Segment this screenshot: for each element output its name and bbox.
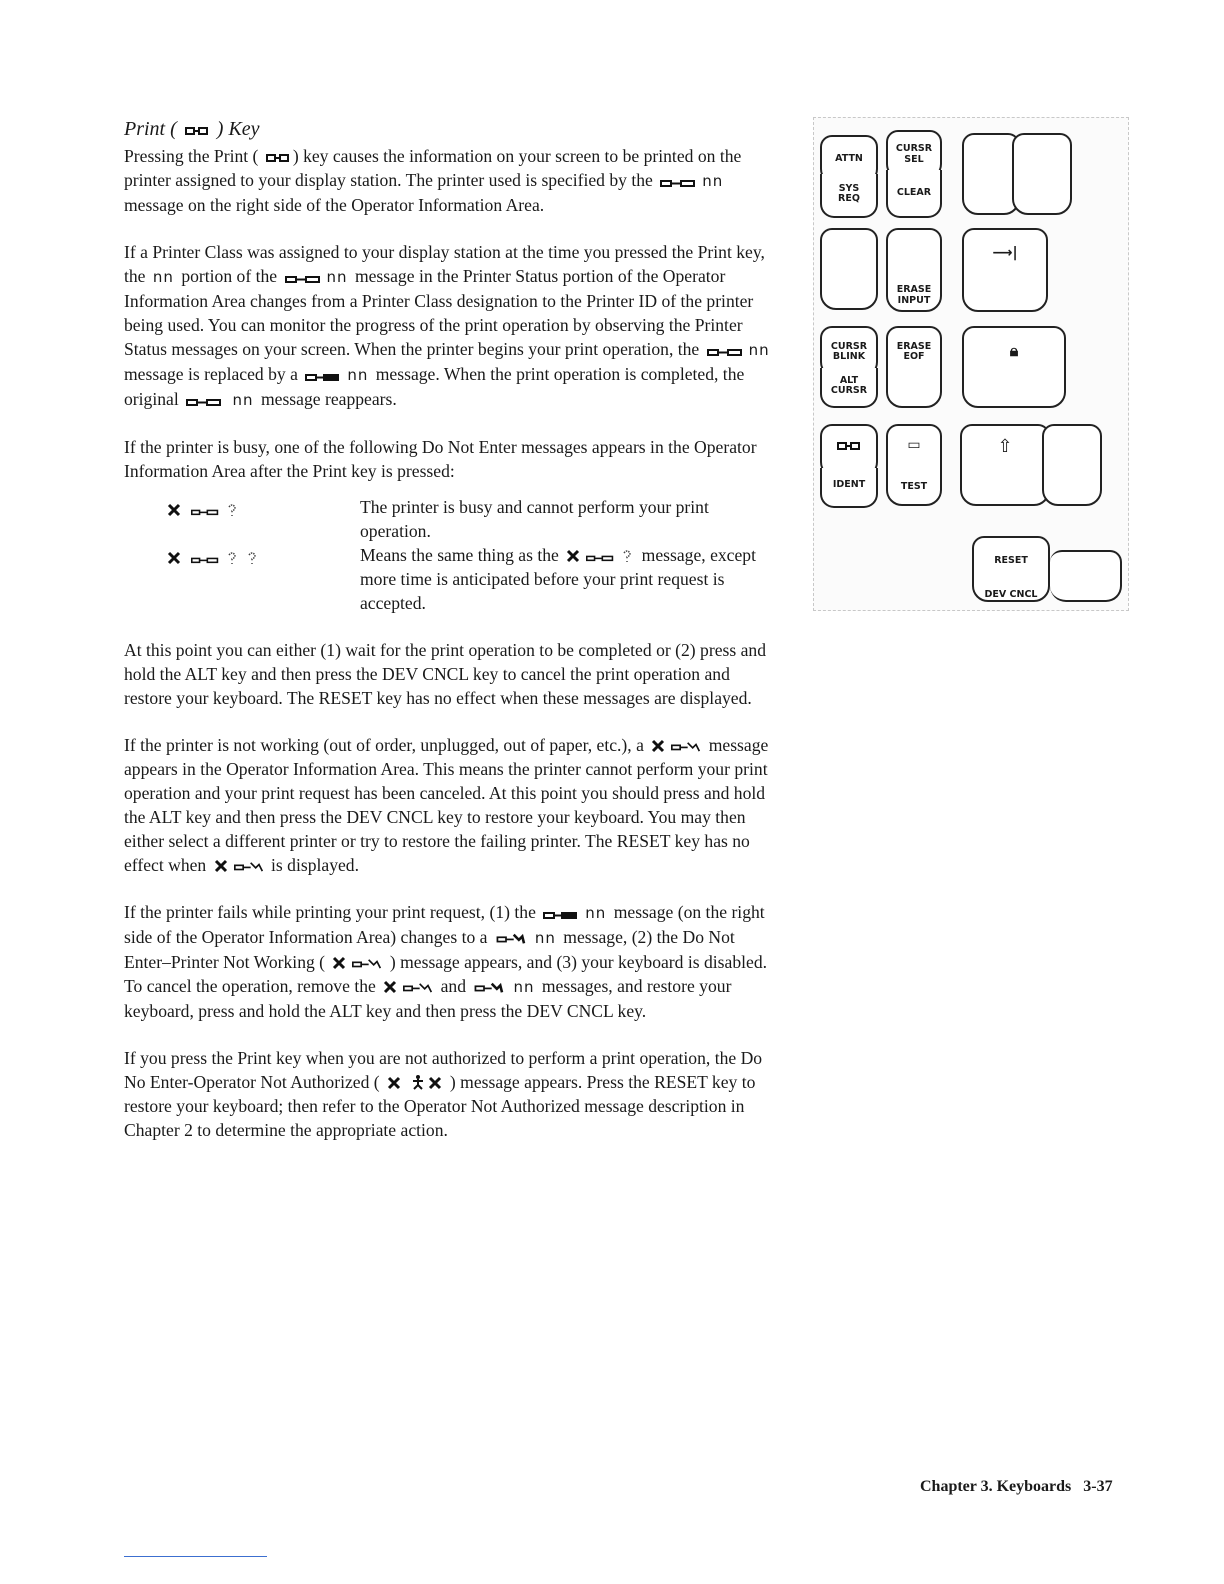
operator-icon (411, 1074, 425, 1090)
paragraph-2 (124, 240, 774, 412)
do-not-enter-icon (167, 503, 181, 517)
p1-b: ) key causes the information on your screen to be printed on the printer assigned to your display station. The printer used is specified by the (124, 146, 742, 190)
printer-printing-icon (305, 372, 341, 382)
heading-pre: Print ( (124, 118, 177, 140)
nn-label: nn (326, 268, 348, 286)
nn-label: nn (748, 341, 770, 359)
key-label: EOF (903, 351, 925, 362)
reset-key[interactable] (972, 536, 1050, 602)
printer-assigned-icon (186, 397, 222, 407)
message-row (164, 543, 774, 615)
p5-a: If the printer is not working (out of order, unplugged, out of paper, etc.), a (124, 735, 644, 755)
printer-not-working-icon (403, 982, 433, 994)
heading-post: ) Key (216, 118, 260, 140)
key-label: ATTN (835, 153, 863, 164)
lock-icon: 🔒︎ (1009, 341, 1019, 360)
p2-c: message in the Printer Status portion of the Operator Information Area changes from a Printer Class designation to the Printer ID of the printer being used. You can monitor the progress of the print operation by observing the Printer Status messages on your screen. When the printer begins your print operation, the (124, 266, 754, 359)
nn-label: nn (152, 268, 174, 286)
shift-icon: ⇧ (997, 436, 1013, 457)
do-not-enter-icon (167, 551, 181, 565)
question-icon (225, 551, 239, 565)
section-heading (124, 116, 774, 142)
message-description: The printer is busy and cannot perform your print operation. (360, 497, 709, 541)
key-label: SYS (838, 183, 860, 194)
paragraph-6 (124, 900, 774, 1023)
erase-input-key[interactable] (886, 228, 942, 312)
p2-d: message is replaced by a (124, 364, 298, 384)
footer-page-number: 3-37 (1083, 1478, 1113, 1495)
erase-eof-key[interactable] (886, 326, 942, 408)
printer-failed-icon (495, 933, 529, 945)
key-label: CURSR (895, 143, 933, 154)
key-label: INPUT (897, 295, 931, 306)
footer-rule (124, 1556, 267, 1557)
printer-assigned-icon (660, 178, 696, 188)
main-text (124, 116, 774, 1142)
paragraph-7 (124, 1046, 774, 1142)
do-not-enter-icon (428, 1076, 442, 1090)
printer-printing-icon (543, 910, 579, 920)
dev-cncl-key[interactable] (1050, 550, 1122, 602)
printer-link-icon (191, 555, 219, 565)
key-label: CURSR (830, 341, 868, 352)
question-icon (620, 549, 634, 563)
field-advance-icon: ⟶| (992, 245, 1018, 261)
key-label: REQ (838, 193, 860, 204)
p2-f: message reappears. (260, 389, 397, 409)
key-label: CLEAR (896, 187, 932, 198)
do-not-enter-icon (332, 956, 346, 970)
do-not-enter-icon (387, 1076, 401, 1090)
lock-key[interactable] (962, 326, 1066, 408)
alt-cursr-key[interactable] (820, 368, 878, 408)
paragraph-1 (124, 144, 774, 217)
p6-c: message, (2) the Do Not Enter–Printer Not Working ( (124, 927, 735, 972)
key-label: CURSR (830, 385, 868, 396)
p6-b: message (on the right side of the Operator Information Area) changes to a (124, 902, 765, 947)
p6-f: messages, and restore your keyboard, press and hold the ALT key and then press the DEV CNCL key. (124, 976, 732, 1021)
ident-key[interactable] (820, 468, 878, 508)
printer-assigned-icon (285, 274, 321, 284)
key-label: BLINK (832, 351, 866, 362)
printer-not-working-icon (352, 958, 382, 970)
do-not-enter-icon (566, 549, 580, 563)
nn-label: nn (585, 904, 607, 922)
p6-e: and (440, 976, 467, 996)
printer-link-icon (191, 507, 219, 517)
blank-key[interactable] (1042, 424, 1102, 506)
print-key-icon (185, 125, 209, 137)
page-footer (920, 1478, 1125, 1496)
shift-key[interactable] (960, 424, 1050, 506)
p7-b: ) message appears. Press the RESET key to restore your keyboard; then refer to the Operator Not Authorized message description in Chapter 2 to determine the appropriate action. (124, 1072, 756, 1140)
printer-assigned-icon (707, 347, 743, 357)
p1-a: Pressing the Print ( (124, 146, 259, 166)
p5-c: is displayed. (271, 855, 360, 875)
p1-c: message on the right side of the Operator Information Area. (124, 195, 545, 215)
printer-busy-symbol (164, 495, 360, 543)
printer-not-working-icon (671, 741, 701, 753)
p2-e: message. When the print operation is completed, the original (124, 364, 745, 409)
p5-b: message appears in the Operator Information Area. This means the printer cannot perform your print operation and your print request has been canceled. At this point you should press and hold the ALT key and then press the DEV CNCL key to restore your keyboard. You may then either select a different printer or try to restore the failing printer. The RESET key has no effect when (124, 735, 769, 875)
message-description (360, 543, 760, 615)
printer-not-working-icon (234, 861, 264, 873)
keyboard-illustration (813, 117, 1129, 611)
test-key[interactable] (886, 424, 942, 506)
message-row (164, 495, 774, 543)
sys-req-key[interactable] (820, 174, 878, 218)
blank-key[interactable] (820, 228, 878, 310)
nn-label: nn (232, 391, 254, 409)
paragraph-4: At this point you can either (1) wait for the print operation to be completed or (2) press and hold the ALT key and then press the DEV CNCL key to cancel the print operation and restore your keyboard. The RESET key has no effect when these messages are displayed. (124, 640, 766, 708)
key-label: SEL (904, 154, 924, 165)
printer-busy-long-symbol (164, 543, 360, 615)
print-icon (822, 440, 876, 455)
blank-key[interactable] (1012, 133, 1072, 215)
key-label: ALT (839, 375, 859, 386)
key-label: RESET (994, 555, 1028, 566)
do-not-enter-icon (383, 980, 397, 994)
paragraph-5 (124, 733, 774, 877)
nn-label: nn (513, 978, 535, 996)
key-label: DEV CNCL (984, 589, 1038, 600)
clear-key[interactable] (886, 170, 942, 218)
p6-a: If the printer fails while printing your print request, (1) the (124, 902, 536, 922)
question-icon (225, 503, 239, 517)
question-icon (245, 551, 259, 565)
p7-a: If you press the Print key when you are not authorized to perform a print operation, the Do No Enter-Operator Not Authorized ( (124, 1048, 763, 1092)
footer-chapter: Chapter 3. Keyboards (920, 1478, 1072, 1495)
message-desc-a: Means the same thing as the (360, 545, 559, 565)
message-desc-b: message, except more time is anticipated before your print request is accepted. (360, 545, 756, 613)
key-label: IDENT (832, 479, 866, 490)
message-table (164, 495, 774, 615)
paragraph-3: If the printer is busy, one of the following Do Not Enter messages appears in the Operator Information Area after the Print key is pressed: (124, 437, 757, 481)
nn-label: nn (347, 366, 369, 384)
field-advance-key[interactable] (962, 228, 1048, 312)
do-not-enter-icon (214, 859, 228, 873)
key-label: ERASE (896, 284, 932, 295)
key-label: TEST (900, 481, 928, 492)
p2-b: portion of the (181, 266, 278, 286)
printer-link-icon (586, 553, 614, 563)
do-not-enter-icon (651, 739, 665, 753)
printer-failed-icon (473, 982, 507, 994)
p2-a: If a Printer Class was assigned to your display station at the time you pressed the Print key, the (124, 242, 765, 286)
print-key-icon (266, 152, 290, 164)
nn-label: nn (534, 929, 556, 947)
p6-d: ) message appears, and (3) your keyboard is disabled. To cancel the operation, remove the (124, 952, 768, 996)
test-icon: ▭ (907, 437, 921, 453)
nn-label: nn (702, 172, 724, 190)
key-label: ERASE (896, 341, 932, 352)
